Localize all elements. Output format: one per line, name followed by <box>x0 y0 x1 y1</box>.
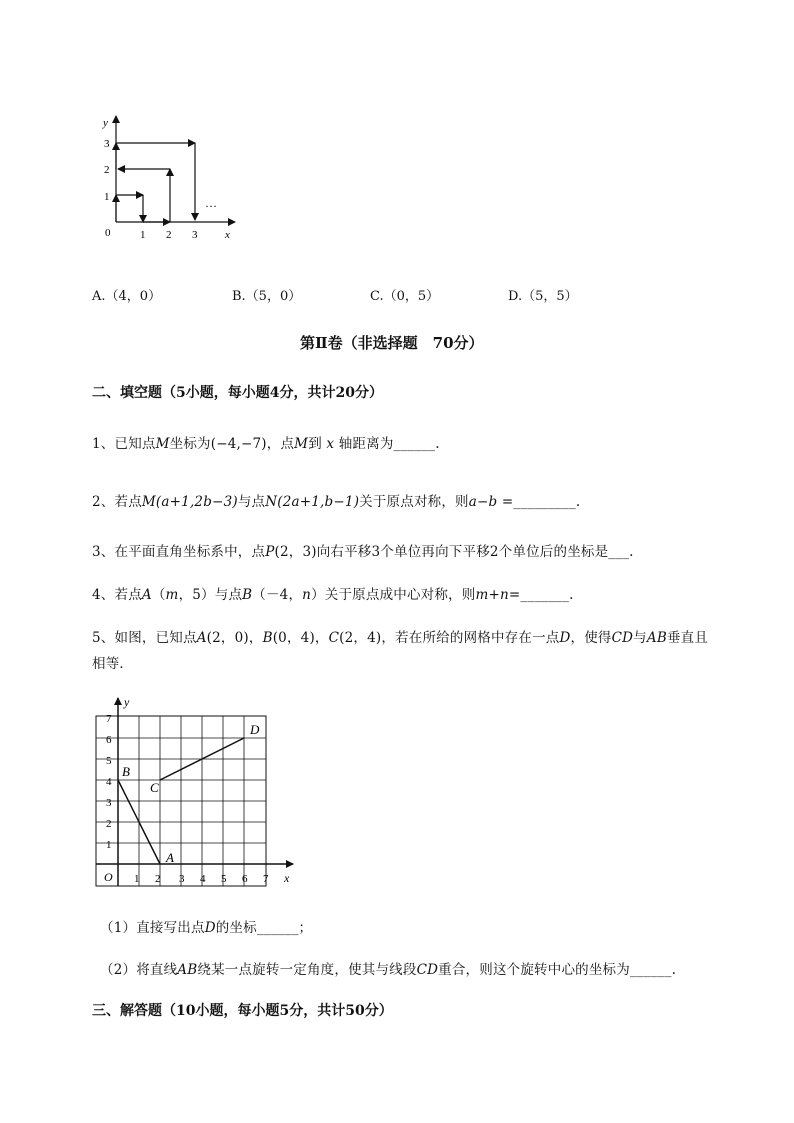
sub-question-1: （1）直接写出点D的坐标______； <box>100 920 313 936</box>
grid-y-label: y <box>124 695 130 709</box>
x-tick-2: 2 <box>166 229 172 241</box>
question-3: 3、在平面直角坐标系中，点P(2，3)向右平移3个单位再向下平移2个单位后的坐标是___. <box>92 544 634 560</box>
x-tick-1: 1 <box>140 229 146 241</box>
grid-x-tick-4: 4 <box>200 873 206 885</box>
grid-origin: O <box>104 870 113 884</box>
grid-x-label: x <box>284 871 290 885</box>
choice-a[interactable]: A.（4，0） <box>92 289 162 304</box>
question-5-line-2: 相等． <box>92 656 134 672</box>
point-label-d: D <box>250 722 260 737</box>
grid-x-tick-6: 6 <box>242 873 248 885</box>
grid-y-tick-2: 2 <box>106 818 112 830</box>
figure-grid <box>88 692 308 892</box>
question-2: 2、若点M(a+1,2b−3)与点N(2a+1,b−1)关于原点对称，则a−b =_________. <box>92 494 581 510</box>
grid-x-tick-7: 7 <box>263 873 269 885</box>
y-axis-label: y <box>103 117 108 129</box>
y-tick-2: 2 <box>104 164 110 176</box>
figure-arrow-path <box>95 110 245 245</box>
point-label-c: C <box>150 780 159 795</box>
choice-b[interactable]: B.（5，0） <box>232 289 302 304</box>
sub-question-2: （2）将直线AB绕某一点旋转一定角度，使其与线段CD重合，则这个旋转中心的坐标为______. <box>100 962 677 978</box>
section-title: 第Ⅱ卷（非选择题 70分） <box>300 334 484 352</box>
fill-in-header: 二、填空题（5小题，每小题4分，共计20分） <box>92 385 383 401</box>
grid-x-tick-5: 5 <box>221 873 227 885</box>
origin-label: 0 <box>105 227 111 239</box>
ellipsis: … <box>205 196 217 210</box>
grid-y-tick-5: 5 <box>106 755 112 767</box>
grid-y-tick-1: 1 <box>106 839 112 851</box>
question-1: 1、已知点M坐标为(−4,−7)，点M到 x 轴距离为______. <box>92 436 440 452</box>
choice-c[interactable]: C.（0，5） <box>370 289 440 304</box>
question-4: 4、若点A（m，5）与点B（－4，n）关于原点成中心对称，则m+n=_______. <box>92 587 574 603</box>
grid-y-tick-7: 7 <box>106 713 112 725</box>
grid-y-tick-4: 4 <box>106 776 112 788</box>
x-axis-label: x <box>225 229 230 241</box>
point-label-b: B <box>122 764 130 779</box>
answer-header: 三、解答题（10小题，每小题5分，共计50分） <box>92 1003 393 1019</box>
y-tick-1: 1 <box>104 191 110 203</box>
point-label-a: A <box>166 850 174 865</box>
y-tick-3: 3 <box>104 138 110 150</box>
question-5: 5、如图，已知点A(2，0)，B(0，4)，C(2，4)，若在所给的网格中存在一点D，使得CD与AB垂直且 <box>92 630 709 646</box>
grid-x-tick-3: 3 <box>179 873 185 885</box>
grid-x-tick-2: 2 <box>155 873 161 885</box>
grid-y-tick-6: 6 <box>106 734 112 746</box>
x-tick-3: 3 <box>192 229 198 241</box>
grid-y-tick-3: 3 <box>106 797 112 809</box>
grid-x-tick-1: 1 <box>134 873 140 885</box>
choice-d[interactable]: D.（5，5） <box>508 289 578 304</box>
